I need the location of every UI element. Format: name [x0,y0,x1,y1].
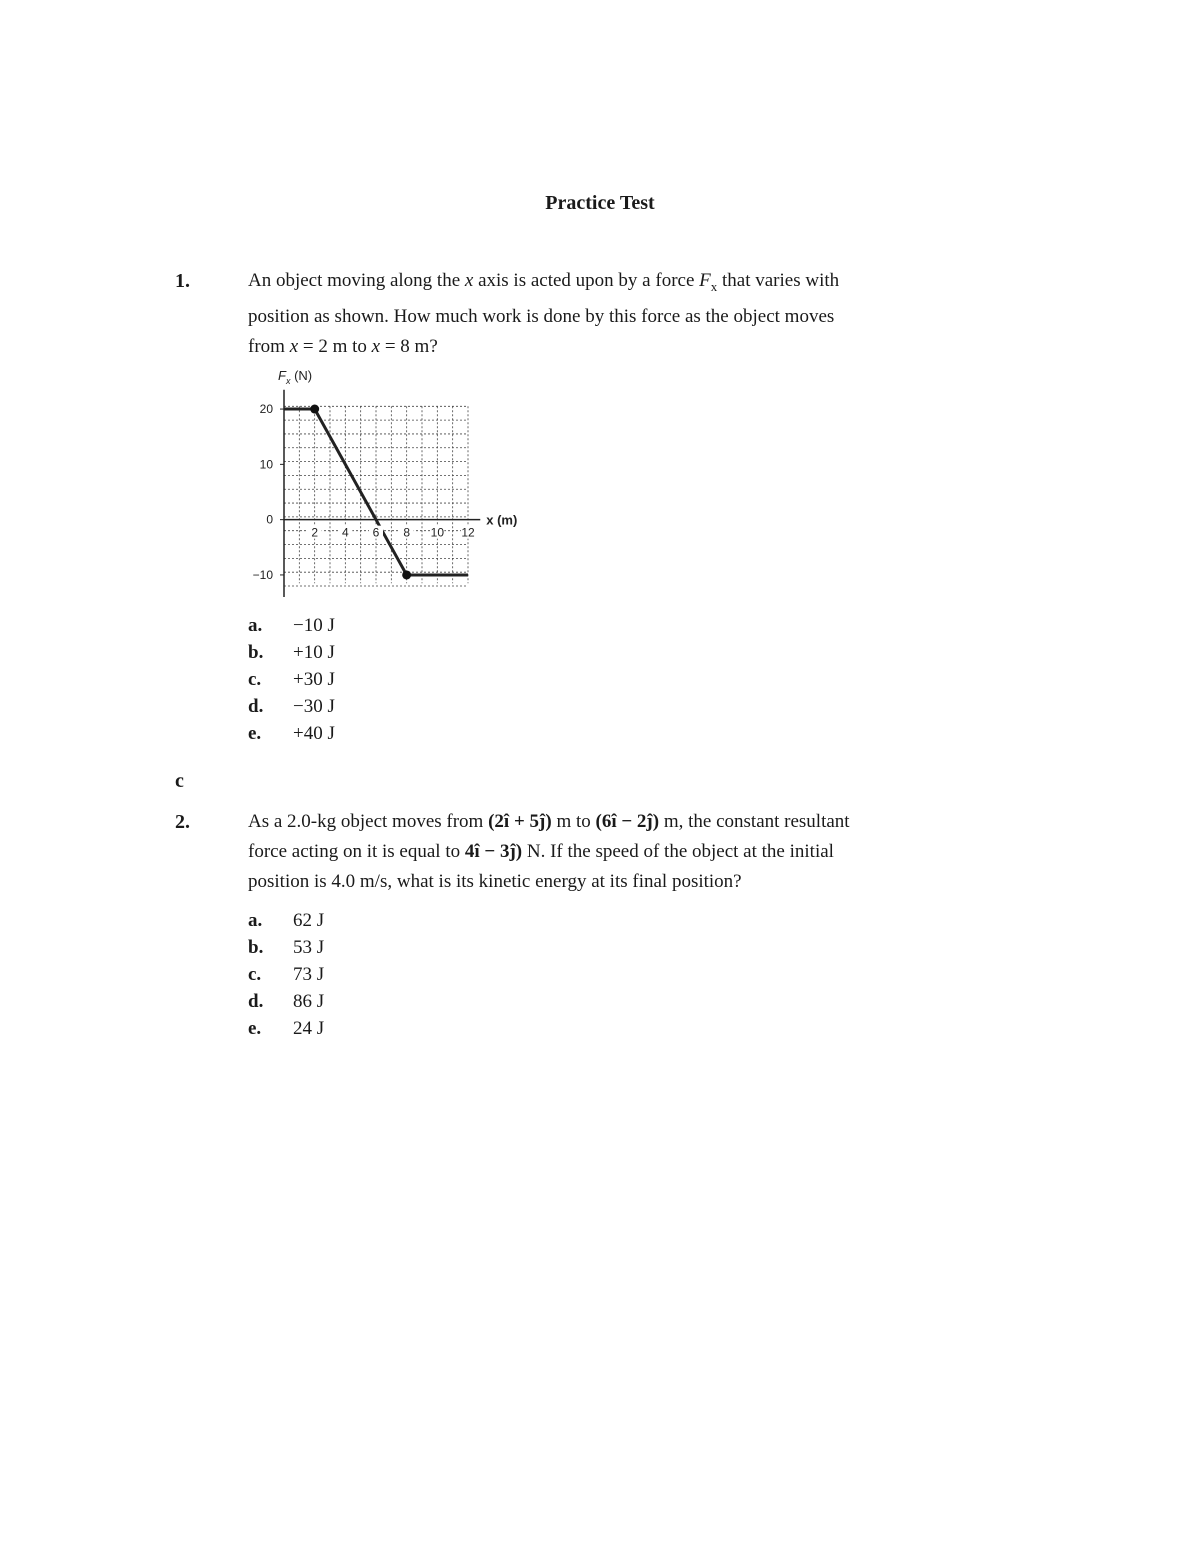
q1-text-seg: axis is acted upon by a force [473,270,700,291]
choice-letter: d. [248,990,264,1012]
choice-value: +30 J [293,668,335,690]
page-title: Practice Test [545,192,655,214]
choice-letter: b. [248,641,264,663]
y-tick-label: 20 [259,402,273,417]
q1-var-x: x [371,335,381,357]
q2-vector-force: 4î − 3ĵ) [464,841,523,862]
q2-text-seg: force acting on it is equal to [248,841,465,862]
choice-letter: e. [248,722,262,744]
y-tick-label: 10 [259,457,273,472]
q1-text-seg: from [248,335,290,357]
q2-text-seg: As a 2.0-kg object moves from [248,811,489,832]
choice-value: 53 J [293,936,325,958]
q2-text-seg: m to [551,811,596,832]
x-tick-label: 4 [341,525,349,540]
answer-choice [248,639,335,666]
q1-var-x: x [464,270,474,291]
data-point-marker [310,405,319,414]
choice-letter: c. [248,963,262,985]
choice-value: 86 J [293,990,325,1012]
answer-choice [248,612,335,639]
x-tick-label: 6 [372,525,380,540]
q1-text-seg: = 8 m? [380,335,438,357]
choice-letter: a. [248,909,263,931]
choice-letter: b. [248,936,264,958]
q2-line-2 [248,837,1008,867]
force-position-chart [240,360,540,600]
chart-labels [253,368,518,582]
choice-value: +40 J [293,722,335,744]
question-1-text [248,266,1008,362]
q1-line-1 [248,266,1008,302]
q2-line-1 [248,807,1008,837]
answer-choice [248,961,324,988]
q1-text-seg: that varies with [717,270,840,291]
q2-text-seg: m, the constant resultant [659,811,850,832]
question-2-choices [248,907,324,1042]
question-1-answer: c [175,770,184,792]
choice-value: 73 J [293,963,325,985]
y-axis-label-unit: (N) [290,368,313,383]
answer-choice [248,934,324,961]
question-1-choices [248,612,335,747]
question-2-number: 2. [175,811,190,833]
y-axis-label-main: F [278,368,286,383]
choice-value: 24 J [293,1017,325,1039]
q1-var-f-sub: x [710,278,718,294]
y-axis-label-sub: x [285,376,291,386]
x-tick-label: 2 [311,525,319,540]
x-tick-label: 10 [430,525,445,540]
x-tick-label: 12 [461,525,475,540]
answer-choice [248,720,335,747]
question-2-text [248,807,1008,897]
y-tick-label: −10 [252,567,273,582]
choice-value: −10 J [293,614,335,636]
chart-grid [284,406,468,586]
q1-var-x: x [289,335,299,357]
q1-text-seg: = 2 m to [298,335,372,357]
q2-vector-initial: (2î + 5ĵ) [488,811,552,832]
choice-value: +10 J [293,641,335,663]
q1-line-2: position as shown. How much work is done by this force as the object moves [248,305,835,327]
choice-value: 62 J [293,909,325,931]
answer-choice [248,1015,324,1042]
choice-value: −30 J [293,695,335,717]
q1-var-f: F [699,270,711,291]
chart-axes [280,390,480,597]
q2-text-seg: N. If the speed of the object at the initial [522,841,834,862]
y-tick-label: 0 [266,512,273,527]
answer-choice [248,988,324,1015]
answer-choice [248,907,324,934]
q2-line-3: position is 4.0 m/s, what is its kinetic energy at its final position? [248,871,742,892]
question-1-number: 1. [175,270,190,292]
choice-letter: c. [248,668,262,690]
q2-vector-final: (6î − 2ĵ) [595,811,660,832]
x-axis-label: x (m) [486,512,518,528]
q1-line-3 [248,332,1008,362]
answer-choice [248,666,335,693]
q1-text-seg: An object moving along the [248,270,465,291]
y-axis-label [278,368,312,386]
data-point-marker [402,570,411,579]
answer-choice [248,693,335,720]
choice-letter: d. [248,695,264,717]
x-tick-label: 8 [403,525,411,540]
choice-letter: a. [248,614,263,636]
choice-letter: e. [248,1017,262,1039]
